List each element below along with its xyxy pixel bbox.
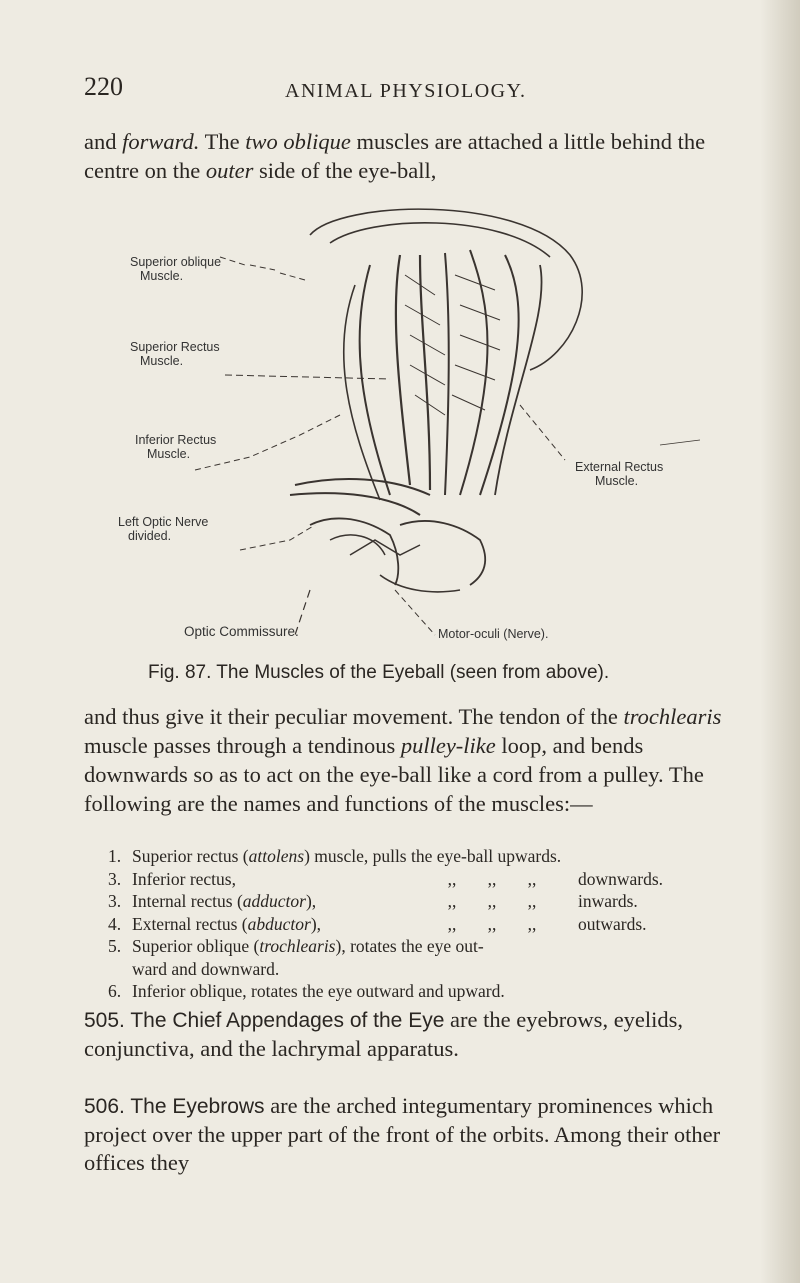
item-number: 3. xyxy=(108,868,122,889)
ditto-mark: ,, xyxy=(527,913,537,934)
label-motor-oculi: Motor-oculi (Nerve). xyxy=(438,627,549,641)
page-edge-shadow xyxy=(760,0,800,1283)
list-item xyxy=(108,913,748,936)
ditto-mark: ,, xyxy=(447,868,457,889)
label-left-optic-nerve xyxy=(118,515,208,543)
item-direction: outwards. xyxy=(578,913,647,934)
text-span: side of the eye-ball, xyxy=(253,158,437,183)
item-direction: downwards. xyxy=(578,868,664,889)
list-item xyxy=(108,980,748,1003)
ditto-mark: ,, xyxy=(487,891,497,911)
section-heading: 505. The Chief Appendages of the Eye xyxy=(84,1009,445,1032)
item-number: 6. xyxy=(108,981,122,1001)
item-text: ) muscle, pulls the eye-ball upwards. xyxy=(304,846,562,866)
body-paragraph xyxy=(84,702,734,818)
emphasis-trochlearis: trochlearis xyxy=(623,704,722,729)
page-number: 220 xyxy=(84,72,123,101)
item-text: Internal rectus ( xyxy=(132,891,243,911)
item-number: 4. xyxy=(108,913,122,934)
label-line: Muscle. xyxy=(140,354,184,368)
emphasis-pulley-like: pulley-like xyxy=(400,733,496,758)
ditto-mark: ,, xyxy=(527,868,537,889)
section-heading: 506. The Eyebrows xyxy=(84,1095,265,1118)
intro-paragraph xyxy=(84,127,734,185)
item-subject xyxy=(132,913,432,936)
item-emphasis: adductor xyxy=(242,891,306,911)
list-item xyxy=(108,868,748,891)
section-505 xyxy=(84,1006,740,1063)
ditto-mark: ,, xyxy=(447,913,457,934)
label-line: Muscle. xyxy=(140,269,184,283)
label-line: Muscle. xyxy=(147,447,191,461)
item-emphasis: attolens xyxy=(248,846,305,866)
ditto-mark: ,, xyxy=(447,891,457,911)
list-item xyxy=(108,845,748,868)
item-text: Inferior oblique, rotates the eye outward and upward. xyxy=(132,981,505,1001)
text-span: loop, and bends downwards so as to act on the eye-ball like a cord from a pulley. The following are the names and functions of the muscles:— xyxy=(84,733,704,816)
ditto-mark: ,, xyxy=(487,868,497,889)
label-optic-commissure: Optic Commissure. xyxy=(184,624,299,639)
label-line: External Rectus xyxy=(575,460,664,474)
section-506 xyxy=(84,1092,740,1177)
item-text: Inferior rectus, xyxy=(132,868,236,889)
text-span: muscle passes through a tendinous xyxy=(84,733,401,758)
text-span: The xyxy=(199,129,246,154)
label-line: Muscle. xyxy=(595,474,639,488)
item-emphasis: abductor xyxy=(247,913,311,934)
item-text: External rectus ( xyxy=(132,913,248,934)
item-text: Superior oblique ( xyxy=(132,936,260,956)
label-line: Left Optic Nerve xyxy=(118,515,209,529)
text-span: muscles are attached a little behind the centre on the xyxy=(84,129,706,183)
item-number: 1. xyxy=(108,846,122,866)
list-item xyxy=(108,935,748,958)
item-text: ), xyxy=(305,891,317,911)
label-line: divided. xyxy=(128,529,172,543)
ditto-mark: ,, xyxy=(487,913,497,934)
label-external-rectus xyxy=(575,460,663,488)
item-number: 5. xyxy=(108,936,122,956)
text-span: and xyxy=(84,129,123,154)
item-direction: inwards. xyxy=(578,891,638,911)
running-title: ANIMAL PHYSIOLOGY. xyxy=(285,80,527,102)
item-subject xyxy=(132,890,432,913)
item-text: ward and downward. xyxy=(132,958,280,979)
label-line: Superior oblique xyxy=(130,255,222,269)
item-text: Superior rectus ( xyxy=(132,846,249,866)
label-line: Superior Rectus xyxy=(130,340,220,354)
text-span: and thus give it their peculiar movement. The tendon of the xyxy=(84,704,624,729)
eye-muscle-figure xyxy=(100,195,720,655)
section-text: are the arched integumentary prominences which project over the upper part of the front of the orbits. Among their other offices they xyxy=(84,1093,721,1175)
item-number: 3. xyxy=(108,891,122,911)
label-superior-oblique xyxy=(130,255,221,283)
label-inferior-rectus xyxy=(135,433,216,461)
label-superior-rectus xyxy=(130,340,220,368)
item-emphasis: trochlearis xyxy=(259,936,336,956)
emphasis-forward: forward. xyxy=(122,129,200,154)
item-text: ), xyxy=(310,913,322,934)
section-text: are the eyebrows, eyelids, conjunctiva, and the lachrymal apparatus. xyxy=(84,1007,684,1061)
label-line: Inferior Rectus xyxy=(135,433,217,447)
list-item xyxy=(108,890,748,913)
emphasis-two-oblique: two oblique xyxy=(245,129,351,154)
ditto-mark: ,, xyxy=(527,891,537,911)
item-text: ), rotates the eye out- xyxy=(335,936,484,956)
list-item-continuation xyxy=(108,958,748,981)
muscle-function-list xyxy=(108,845,748,1003)
emphasis-outer: outer xyxy=(205,158,254,183)
figure-caption: Fig. 87. The Muscles of the Eyeball (seen from above). xyxy=(148,662,610,683)
